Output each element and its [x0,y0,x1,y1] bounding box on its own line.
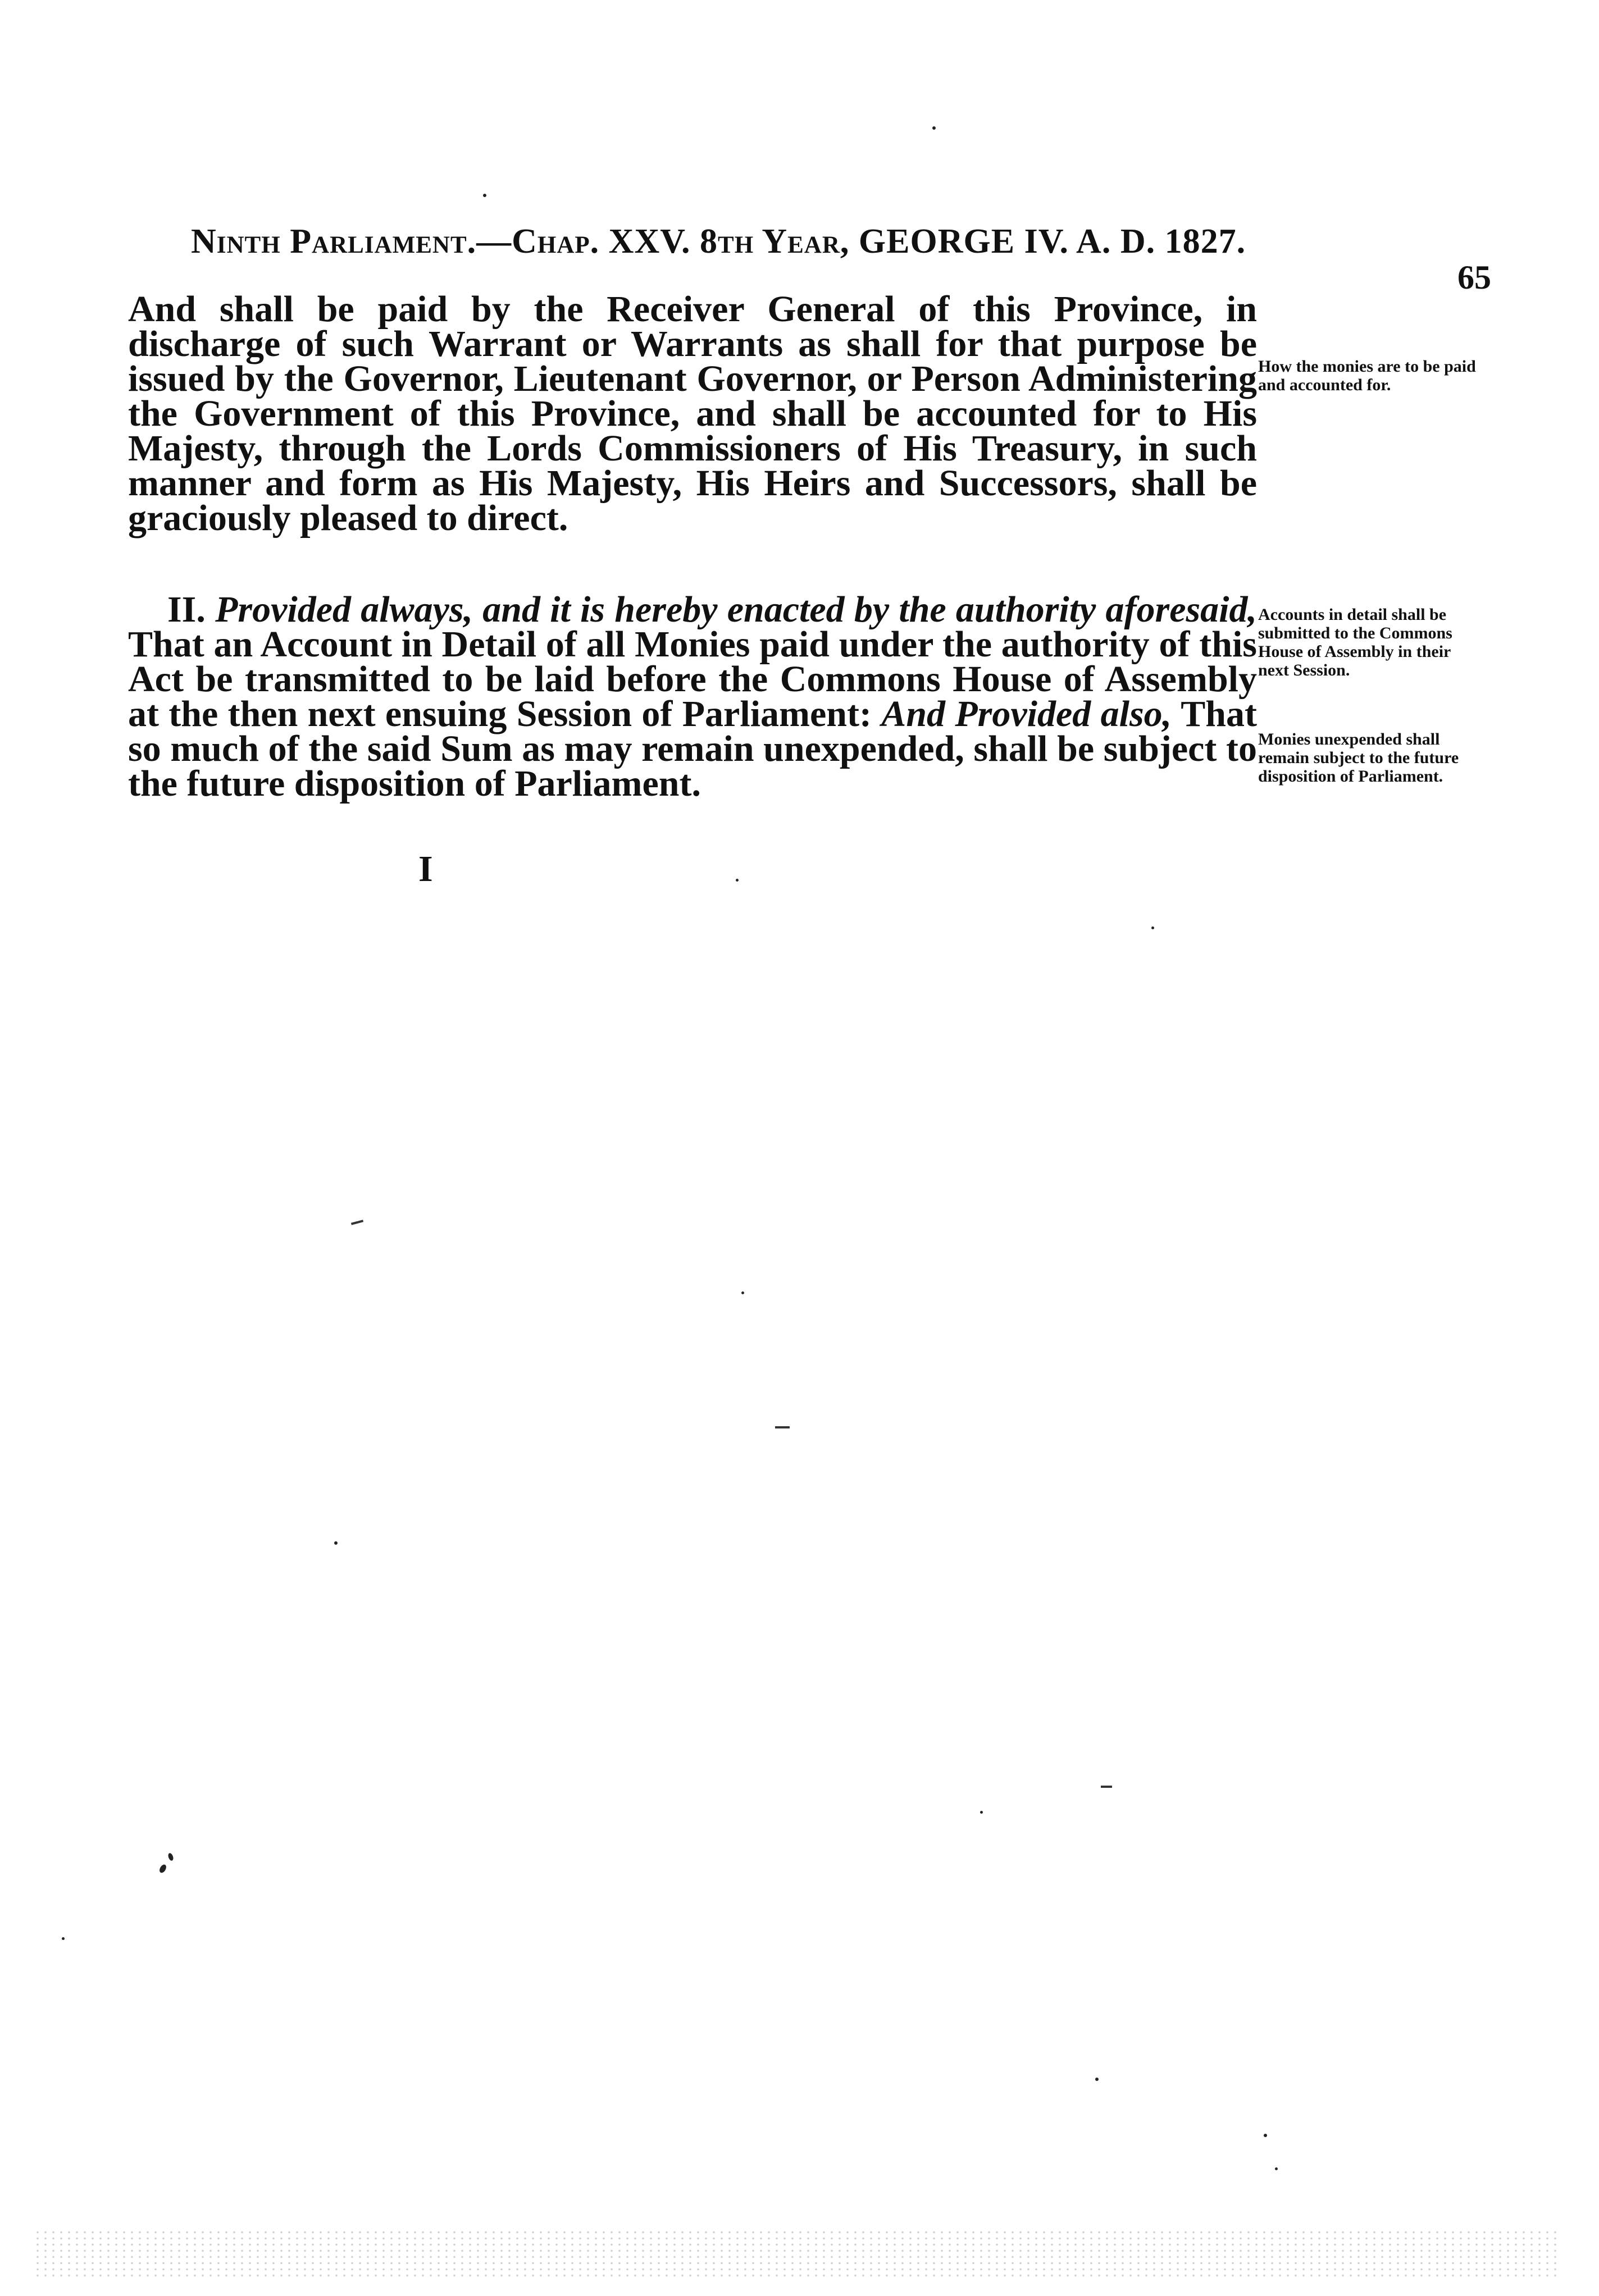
speck [1095,2078,1099,2081]
scan-noise [34,2229,1561,2280]
signature-mark: I [418,848,433,889]
italic-opening: Provided always, and it is hereby enacted by the authority aforesaid, [215,589,1258,630]
speck [1275,2167,1278,2170]
margin-note-unexpended: Monies unexpended shall remain subject to the future disposition of Parliament. [1258,730,1459,786]
speck-dash [775,1426,790,1428]
speck-dash [351,1220,363,1225]
margin-note-accounts: Accounts in detail shall be submitted to the Commons House of Assembly in their next Session. [1258,605,1452,679]
speck [932,126,936,130]
speck [483,194,486,197]
italic-middle: And Provided also, [881,693,1172,734]
paragraph-2-text-b: That so much of the said Sum as may remain unexpended, shall be subject to the future disposition of Parliament. [128,693,1257,804]
speck [980,1811,983,1814]
paragraph-1 [128,289,1257,538]
speck [1264,2134,1267,2137]
speck [741,1291,744,1294]
header-reign: GEORGE IV. A. D. 1827. [858,222,1246,261]
speck [62,1937,65,1940]
speck [158,1864,168,1874]
margin-note-payment: How the monies are to be paid and accounted for. [1258,357,1476,394]
speck [334,1541,338,1545]
speck [736,879,739,882]
speck [1151,926,1154,929]
header-chapter: —Chap. XXV. [476,222,691,261]
page-number: 65 [1457,259,1491,296]
paragraph-2-text [128,589,1258,804]
paragraph-2-text-a: That an Account in Detail of all Monies paid under the authority of this Act be transmitted to be laid before the Commons House of Assembly at the then next ensuing Session of Parliament: [128,624,1257,734]
speck [167,1852,174,1861]
speck-dash [1101,1786,1112,1788]
header-parliament: Ninth Parliament. [191,222,477,261]
header-year: 8th Year, [700,222,850,261]
section-number: II. [167,589,206,630]
paragraph-2 [128,589,1258,804]
running-header [191,222,1258,262]
paragraph-1-text: And shall be paid by the Receiver General of this Province, in discharge of such Warrant or Warrants as shall for that purpose be issued by the Governor, Lieutenant Governor, or Person Administering the Government of this Province, and shall be accounted for to His Majesty, through the Lords Commissioners of His Treasury, in such manner and form as His Majesty, His Heirs and Successors, shall be graciously pleased to direct. [128,289,1257,538]
